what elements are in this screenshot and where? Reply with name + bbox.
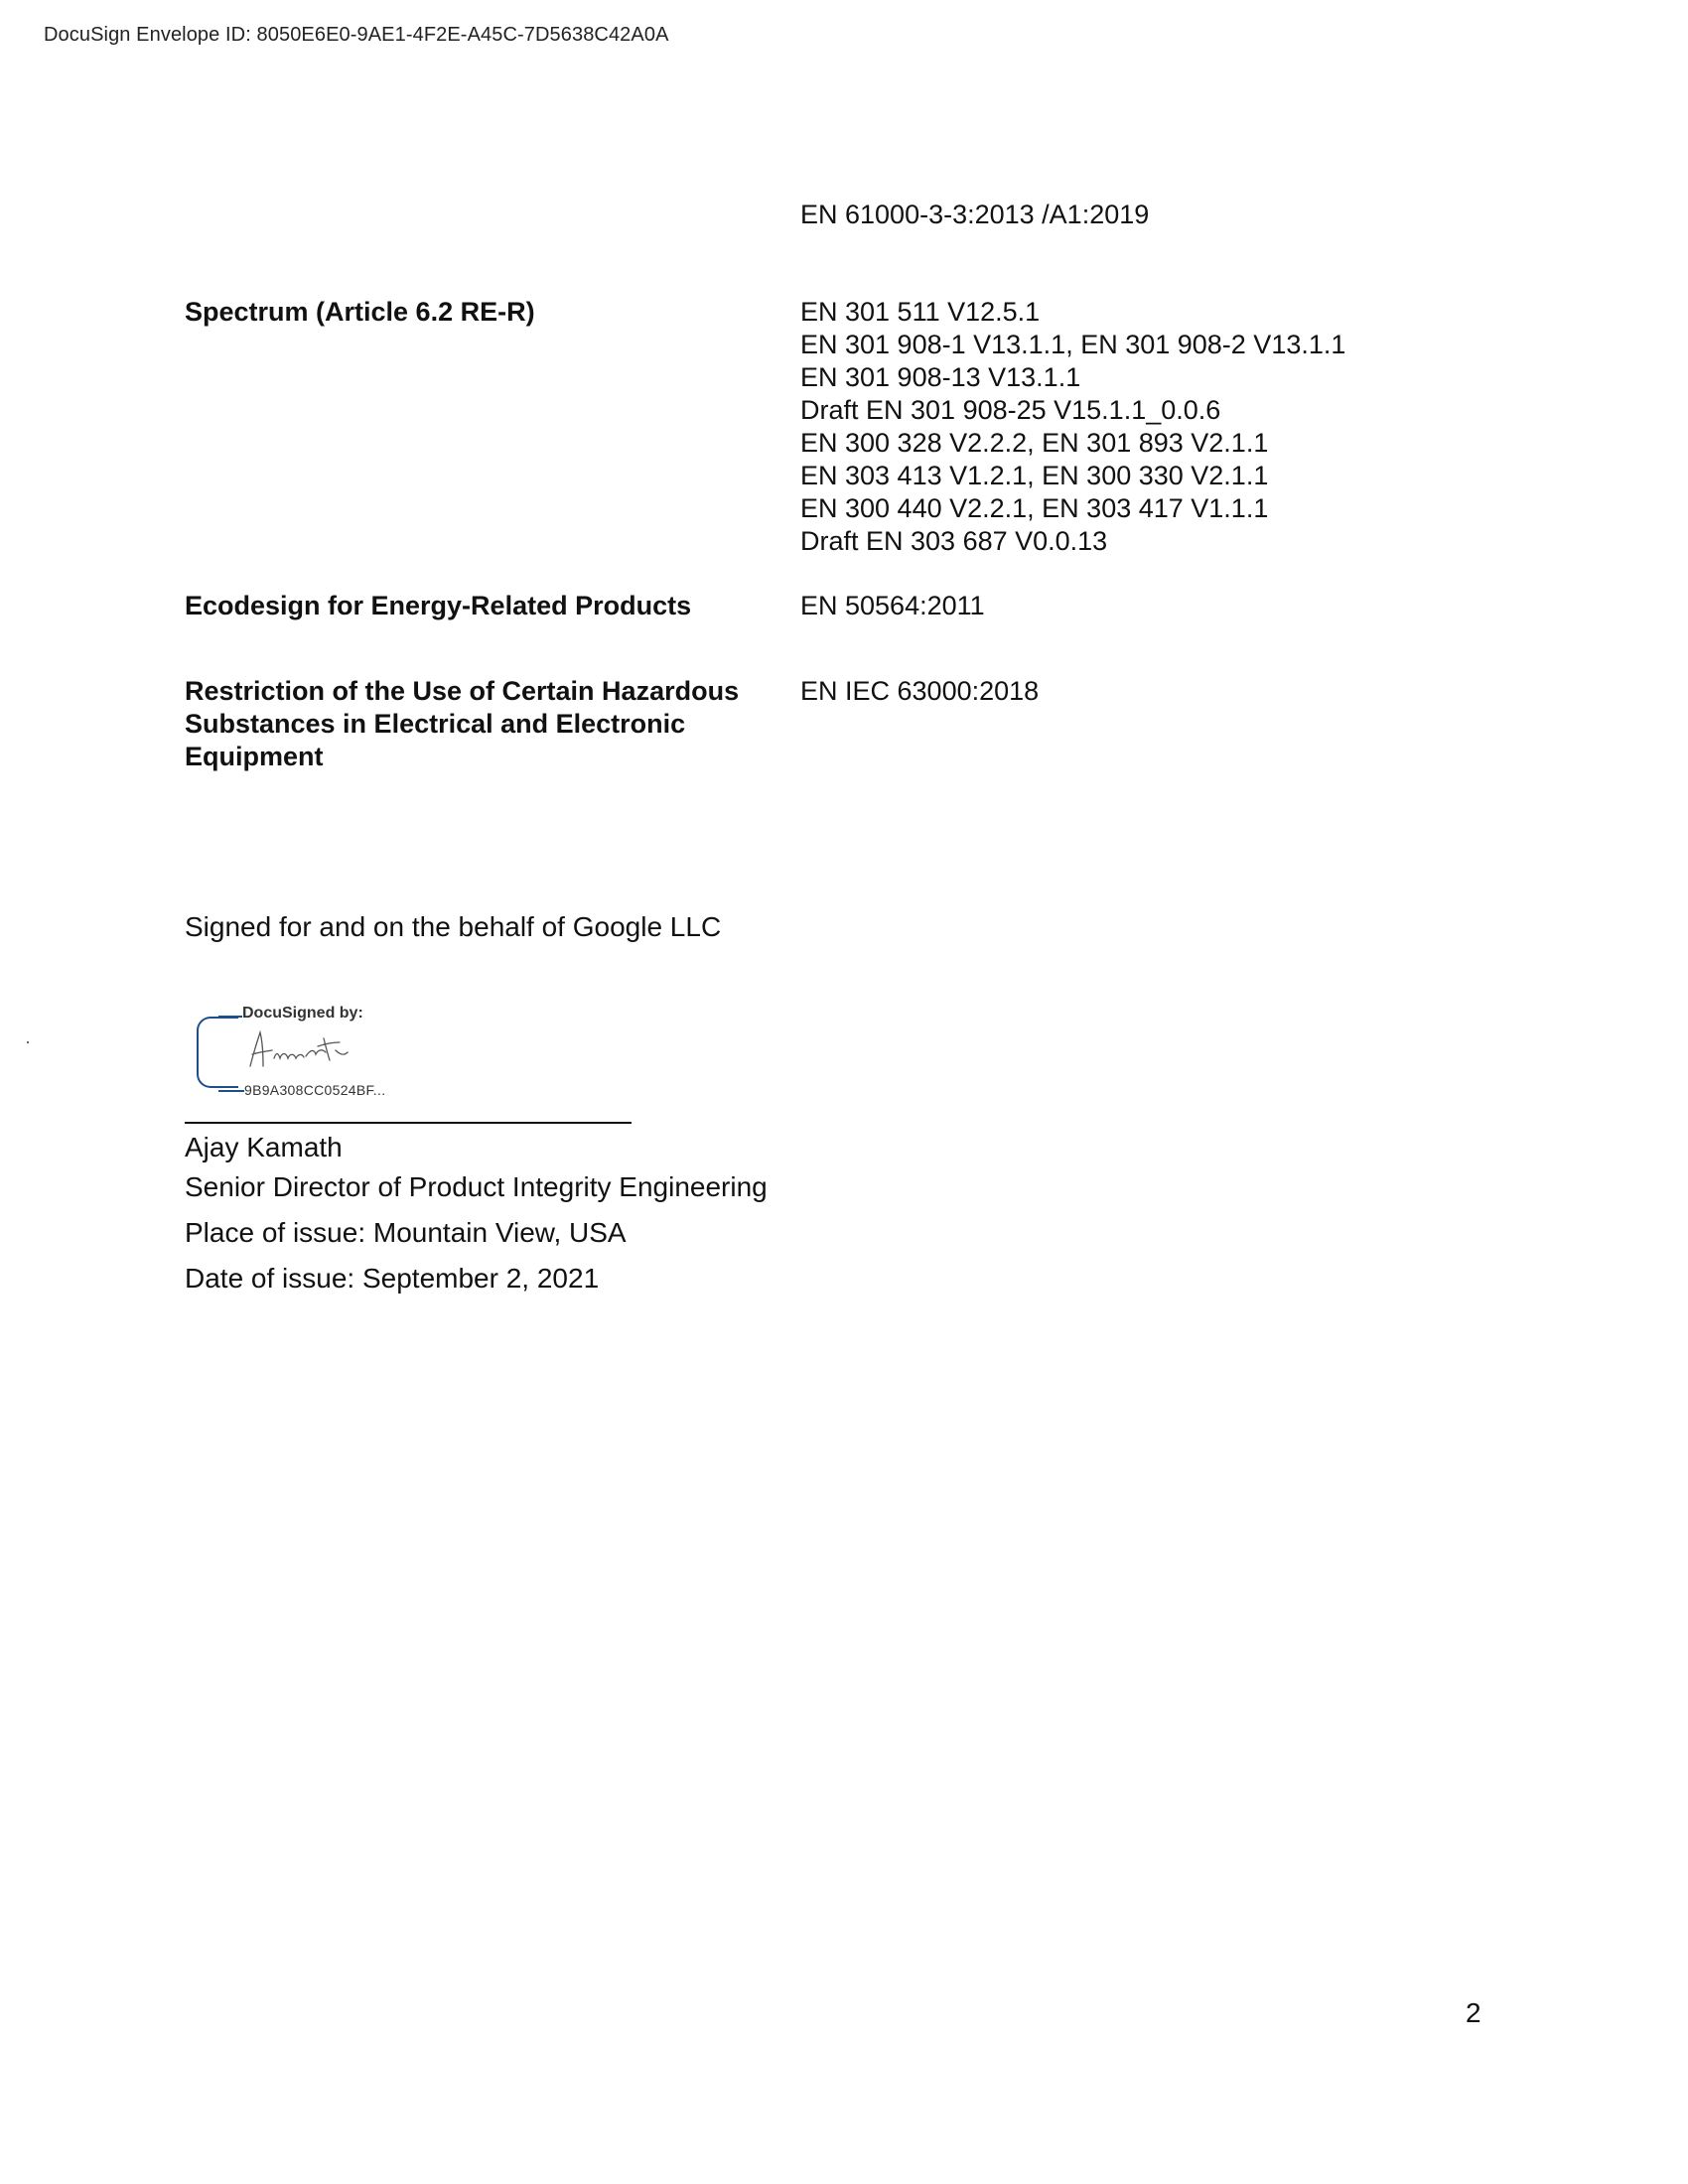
date-of-issue: Date of issue: September 2, 2021 xyxy=(185,1263,600,1294)
signature-header-rule xyxy=(218,1016,242,1018)
docusign-signature-block xyxy=(197,1005,425,1098)
standards-list-spectrum xyxy=(800,296,1345,558)
standard-item: EN 300 440 V2.2.1, EN 303 417 V1.1.1 xyxy=(800,493,1269,523)
label-line: Substances in Electrical and Electronic xyxy=(185,709,686,739)
standards-list-rohs xyxy=(800,675,1039,708)
signature-footer-rule xyxy=(218,1090,244,1092)
signer-title: Senior Director of Product Integrity Engineering xyxy=(185,1171,768,1202)
top-standard: EN 61000-3-3:2013 /A1:2019 xyxy=(800,200,1150,229)
handwritten-signature-image xyxy=(236,1021,365,1080)
standard-item: Draft EN 301 908-25 V15.1.1_0.0.6 xyxy=(800,395,1221,425)
row-label-rohs xyxy=(185,675,739,773)
label-line: Spectrum (Article 6.2 RE-R) xyxy=(185,297,535,327)
standard-item: EN 301 908-1 V13.1.1, EN 301 908-2 V13.1.1 xyxy=(800,330,1346,359)
standard-item: EN 50564:2011 xyxy=(800,591,985,620)
page-number: 2 xyxy=(1466,1997,1481,2028)
standards-list-ecodesign xyxy=(800,590,985,622)
row-label-spectrum xyxy=(185,296,535,329)
docusign-envelope-id: DocuSign Envelope ID: 8050E6E0-9AE1-4F2E-A45C-7D5638C42A0A xyxy=(44,24,669,46)
standard-item: EN 301 511 V12.5.1 xyxy=(800,297,1041,327)
docusigned-by-label: DocuSigned by: xyxy=(242,1005,363,1022)
standard-item: EN 301 908-13 V13.1.1 xyxy=(800,362,1081,392)
signature-bracket xyxy=(197,1017,238,1088)
signature-id: 9B9A308CC0524BF... xyxy=(244,1082,386,1098)
label-line: Equipment xyxy=(185,742,324,771)
signer-name: Ajay Kamath xyxy=(185,1132,343,1162)
scan-artifact-dot xyxy=(27,1041,29,1043)
signature-line xyxy=(185,1122,632,1124)
standard-item: EN IEC 63000:2018 xyxy=(800,676,1040,706)
standard-item: Draft EN 303 687 V0.0.13 xyxy=(800,526,1108,556)
standard-item: EN 303 413 V1.2.1, EN 300 330 V2.1.1 xyxy=(800,461,1269,490)
standard-item: EN 300 328 V2.2.2, EN 301 893 V2.1.1 xyxy=(800,428,1269,458)
row-label-ecodesign xyxy=(185,590,691,622)
label-line: Ecodesign for Energy-Related Products xyxy=(185,591,692,620)
place-of-issue: Place of issue: Mountain View, USA xyxy=(185,1217,627,1248)
signed-for-statement: Signed for and on the behalf of Google LLC xyxy=(185,911,722,942)
label-line: Restriction of the Use of Certain Hazardous xyxy=(185,676,740,706)
